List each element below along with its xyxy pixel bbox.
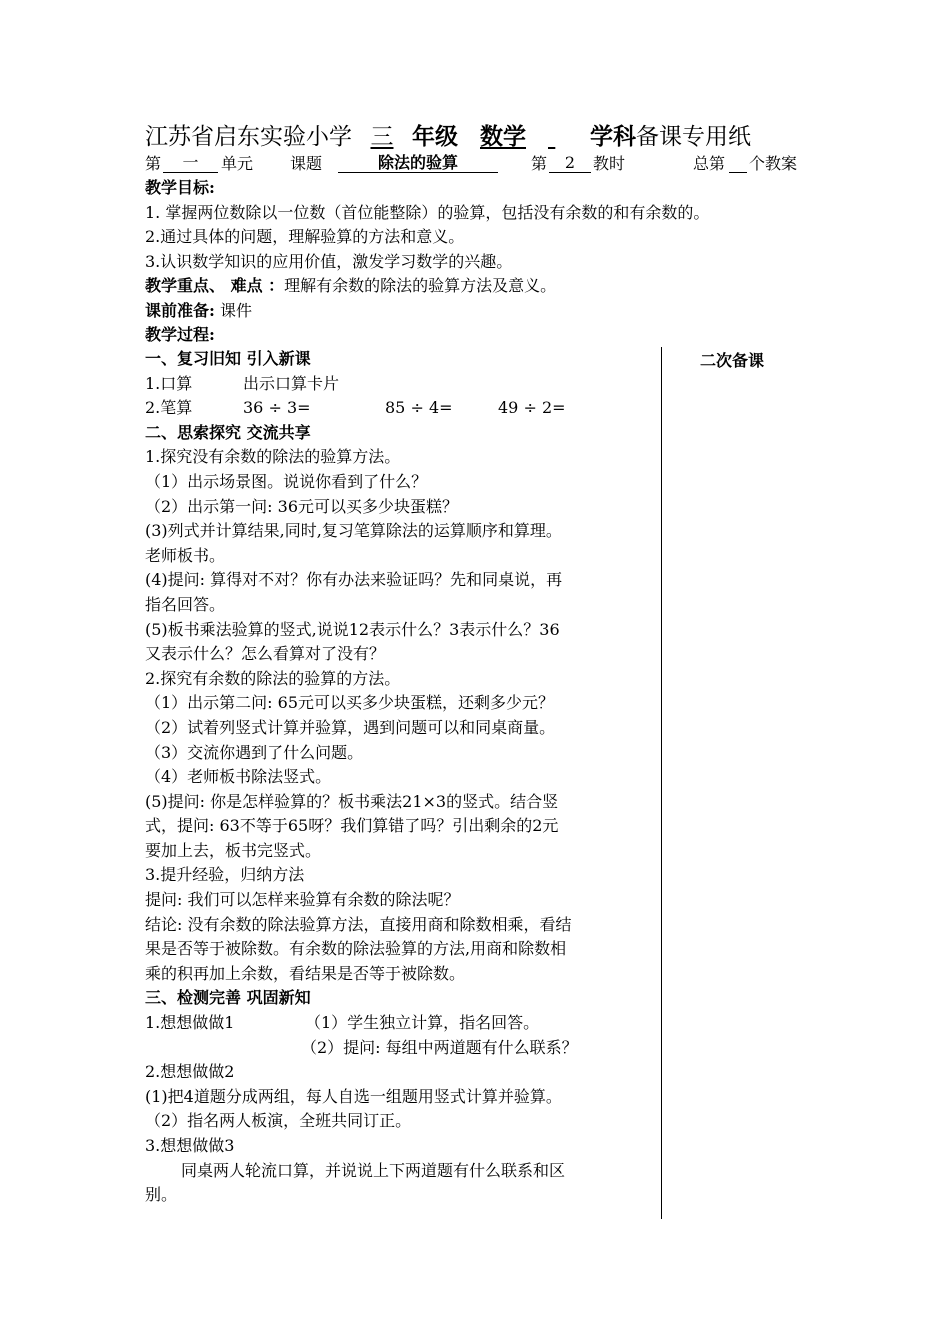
grade-value: 三 bbox=[370, 124, 394, 150]
process-line: （2）指名两人板演，全班共同订正。 bbox=[145, 1111, 412, 1131]
process-line: (4)提问: 算得对不对？你有办法来验证吗？先和同桌说，再 bbox=[145, 570, 563, 590]
process-line: 2.想想做做2 bbox=[145, 1062, 235, 1082]
teaching-process bbox=[145, 347, 655, 1208]
process-line: 果是否等于被除数。有余数的除法验算的方法,用商和除数相 bbox=[145, 939, 567, 959]
process-line: 3.想想做做3 bbox=[145, 1136, 235, 1155]
objective-item: 1. 掌握两位数除以一位数（首位能整除）的验算，包括没有余数的和有余数的。 bbox=[145, 202, 710, 222]
process-heading: 教学过程: bbox=[145, 325, 215, 344]
process-line: 式，提问: 63不等于65呀？我们算错了吗？引出剩余的2元 bbox=[145, 816, 559, 836]
objectives-heading: 教学目标: bbox=[145, 178, 215, 197]
process-line: 又表示什么？怎么看算对了没有？ bbox=[145, 644, 386, 664]
second-prep-heading: 二次备课 bbox=[700, 351, 765, 370]
page-title bbox=[145, 122, 751, 152]
unit-prefix: 第 bbox=[145, 154, 162, 173]
objective-item: 3.认识数学知识的应用价值，激发学习数学的兴趣。 bbox=[145, 251, 513, 271]
section-title: 三、检测完善 巩固新知 bbox=[145, 988, 311, 1008]
process-line: 2.探究有余数的除法的验算的方法。 bbox=[145, 668, 401, 688]
key-points-text: 理解有余数的除法的验算方法及意义。 bbox=[284, 276, 557, 295]
process-line: （3）交流你遇到了什么问题。 bbox=[145, 742, 364, 762]
process-line: 同桌两人轮流口算，并说说上下两道题有什么联系和区 bbox=[181, 1160, 566, 1180]
process-line: 老师板书。 bbox=[145, 545, 226, 565]
process-line: 1.想想做做1 （1）学生独立计算，指名回答。 bbox=[145, 1013, 540, 1033]
process-line: 结论: 没有余数的除法验算方法，直接用商和除数相乘，看结 bbox=[145, 914, 572, 934]
process-line: (1)把4道题分成两组，每人自选一组题用竖式计算并验算。 bbox=[145, 1086, 562, 1106]
key-points-label: 教学重点、 难点 ： bbox=[145, 276, 285, 295]
process-line: 1.探究没有余数的除法的验算方法。 bbox=[145, 447, 401, 467]
process-line: 别。 bbox=[145, 1185, 178, 1205]
process-line: （2）出示第一问: 36元可以买多少块蛋糕？ bbox=[145, 496, 459, 516]
process-line: （2）试着列竖式计算并验算，遇到问题可以和同桌商量。 bbox=[145, 717, 556, 737]
lesson-meta bbox=[145, 152, 815, 176]
subject-label: 学科 bbox=[590, 124, 636, 150]
prep-row bbox=[145, 299, 825, 324]
column-divider bbox=[661, 347, 662, 1219]
unit-value: 一 bbox=[163, 152, 218, 173]
process-line: （1）出示第二问: 65元可以买多少块蛋糕，还剩多少元？ bbox=[145, 693, 555, 713]
process-line: 2.笔算 36 ÷ 3= 85 ÷ 4= 49 ÷ 2= bbox=[145, 398, 566, 418]
key-points-row bbox=[145, 274, 825, 299]
subject-value: 数学 bbox=[480, 124, 526, 150]
unit-suffix: 单元 bbox=[221, 154, 254, 173]
process-line: （4）老师板书除法竖式。 bbox=[145, 767, 332, 787]
section-title: 二、思索探究 交流共享 bbox=[145, 422, 311, 442]
period-prefix: 第 bbox=[531, 154, 548, 173]
grade-label: 年级 bbox=[412, 124, 458, 150]
process-line: （2）提问: 每组中两道题有什么联系？ bbox=[301, 1037, 578, 1057]
section-title: 一、复习旧知 引入新课 bbox=[145, 349, 311, 368]
prep-text: 课件 bbox=[220, 300, 253, 320]
lesson-intro bbox=[145, 176, 825, 348]
plan-suffix: 个教案 bbox=[749, 154, 798, 173]
plan-value bbox=[729, 152, 747, 173]
process-line: (3)列式并计算结果,同时,复习笔算除法的运算顺序和算理。 bbox=[145, 521, 562, 541]
topic-label: 课题 bbox=[290, 154, 323, 173]
process-line: 要加上去，板书完竖式。 bbox=[145, 840, 322, 860]
process-line: 1.口算 出示口算卡片 bbox=[145, 373, 340, 393]
process-line: (5)板书乘法验算的竖式,说说12表示什么？3表示什么？36 bbox=[145, 619, 560, 639]
process-line: 指名回答。 bbox=[145, 594, 226, 614]
objective-item: 2.通过具体的问题，理解验算的方法和意义。 bbox=[145, 227, 465, 246]
topic-value: 除法的验算 bbox=[338, 152, 498, 173]
process-line: 3.提升经验，归纳方法 bbox=[145, 865, 305, 885]
period-value: 2 bbox=[549, 152, 591, 173]
school-name: 江苏省启东实验小学 bbox=[145, 124, 352, 150]
plan-prefix: 总第 bbox=[693, 154, 726, 173]
process-line: (5)提问: 你是怎样验算的？板书乘法21×3的竖式。结合竖 bbox=[145, 791, 559, 811]
prep-label: 课前准备: bbox=[145, 300, 215, 320]
process-line: （1）出示场景图。说说你看到了什么？ bbox=[145, 471, 428, 491]
process-line: 提问: 我们可以怎样来验算有余数的除法呢？ bbox=[145, 890, 460, 910]
period-suffix: 教时 bbox=[593, 154, 626, 173]
process-line: 乘的积再加上余数，看结果是否等于被除数。 bbox=[145, 963, 466, 983]
sheet-label: 备课专用纸 bbox=[636, 124, 751, 150]
